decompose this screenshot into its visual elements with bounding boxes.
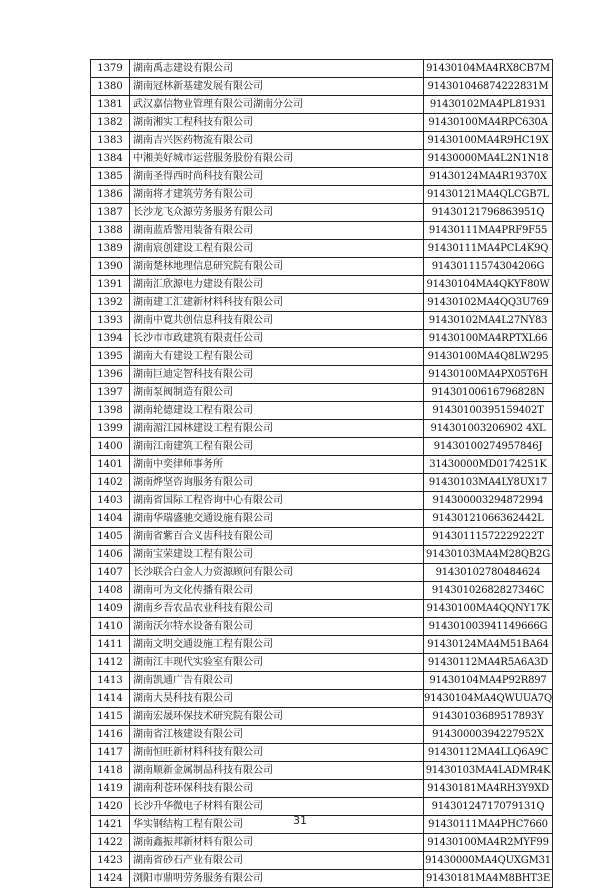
- company-name: 中湘美好城市运营服务股份有限公司: [130, 150, 424, 168]
- table-row: [91, 402, 553, 420]
- table-row: [91, 384, 553, 402]
- row-number: 1383: [91, 132, 130, 150]
- credit-code: 91430104MA4QKYF80W: [424, 276, 553, 294]
- company-name: 湖南巨迪定智科技有限公司: [130, 366, 424, 384]
- company-name: 湖南湘实工程科技有限公司: [130, 114, 424, 132]
- table-row: [91, 636, 553, 654]
- company-name: 湖南湄江园林建设工程有限公司: [130, 420, 424, 438]
- credit-code: 91430103MA4LADMR4K: [424, 762, 553, 780]
- company-name: 湖南省国际工程咨询中心有限公司: [130, 492, 424, 510]
- row-number: 1424: [91, 870, 130, 888]
- row-number: 1417: [91, 744, 130, 762]
- row-number: 1388: [91, 222, 130, 240]
- row-number: 1410: [91, 618, 130, 636]
- company-name: 湖南文明交通设施工程有限公司: [130, 636, 424, 654]
- table-row: [91, 870, 553, 888]
- row-number: 1400: [91, 438, 130, 456]
- company-name: 湖南蓝盾警用装备有限公司: [130, 222, 424, 240]
- table-row: [91, 456, 553, 474]
- row-number: 1387: [91, 204, 130, 222]
- table-row: [91, 258, 553, 276]
- table-body: [91, 60, 553, 888]
- company-name: 湖南禹志建设有限公司: [130, 60, 424, 78]
- company-name: 湖南吉兴医药物流有限公司: [130, 132, 424, 150]
- table-row: [91, 600, 553, 618]
- credit-code: 91430103MA4LY8UX17: [424, 474, 553, 492]
- company-name: 长沙龙飞众源劳务服务有限公司: [130, 204, 424, 222]
- table-row: [91, 312, 553, 330]
- credit-code: 91430112MA4LLQ6A9C: [424, 744, 553, 762]
- credit-code: 91430100MA4QQNY17K: [424, 600, 553, 618]
- table-row: [91, 96, 553, 114]
- company-name: 湖南宏晟环保技术研究院有限公司: [130, 708, 424, 726]
- row-number: 1413: [91, 672, 130, 690]
- table-row: [91, 618, 553, 636]
- credit-code: 91430100MA4R2MYF99: [424, 834, 553, 852]
- row-number: 1406: [91, 546, 130, 564]
- company-name: 湖南大昊科技有限公司: [130, 690, 424, 708]
- row-number: 1399: [91, 420, 130, 438]
- company-name: 湖南乡吾农品农业科技有限公司: [130, 600, 424, 618]
- company-name: 湖南利苍环保科技有限公司: [130, 780, 424, 798]
- row-number: 1414: [91, 690, 130, 708]
- row-number: 1393: [91, 312, 130, 330]
- table-row: [91, 780, 553, 798]
- table-row: [91, 330, 553, 348]
- table-row: [91, 582, 553, 600]
- table-row: [91, 348, 553, 366]
- row-number: 1391: [91, 276, 130, 294]
- table-row: [91, 150, 553, 168]
- table-row: [91, 798, 553, 816]
- table-row: [91, 132, 553, 150]
- table-row: [91, 762, 553, 780]
- table-row: [91, 546, 553, 564]
- company-registry-table: [90, 59, 553, 888]
- row-number: 1397: [91, 384, 130, 402]
- table-row: [91, 708, 553, 726]
- row-number: 1401: [91, 456, 130, 474]
- company-name: 湖南华瑞盛驰交通设施有限公司: [130, 510, 424, 528]
- credit-code: 91430000394227952X: [424, 726, 553, 744]
- company-name: 湖南建工汇建新材料科技有限公司: [130, 294, 424, 312]
- company-name: 湖南中奕律师事务所: [130, 456, 424, 474]
- company-name: 湖南轮德建设工程有限公司: [130, 402, 424, 420]
- credit-code: 91430102MA4QQ3U769: [424, 294, 553, 312]
- row-number: 1394: [91, 330, 130, 348]
- table-row: [91, 690, 553, 708]
- company-name: 武汉嘉信物业管理有限公司湖南分公司: [130, 96, 424, 114]
- table-row: [91, 564, 553, 582]
- row-number: 1381: [91, 96, 130, 114]
- table-row: [91, 186, 553, 204]
- credit-code: 91430100MA4Q8LW295: [424, 348, 553, 366]
- row-number: 1386: [91, 186, 130, 204]
- company-name: 湖南江南建筑工程有限公司: [130, 438, 424, 456]
- row-number: 1380: [91, 78, 130, 96]
- row-number: 1395: [91, 348, 130, 366]
- credit-code: 91430102MA4L27NY83: [424, 312, 553, 330]
- company-name: 湖南凯通广告有限公司: [130, 672, 424, 690]
- row-number: 1396: [91, 366, 130, 384]
- table-row: [91, 510, 553, 528]
- credit-code: 91430181MA4RH3Y9XD: [424, 780, 553, 798]
- credit-code: 31430000MD0174251K: [424, 456, 553, 474]
- company-name: 湖南省砂石产业有限公司: [130, 852, 424, 870]
- credit-code: 91430100395159402T: [424, 402, 553, 420]
- table-row: [91, 168, 553, 186]
- credit-code: 91430121796863951Q: [424, 204, 553, 222]
- credit-code: 91430181MA4M8BHT3E: [424, 870, 553, 888]
- row-number: 1412: [91, 654, 130, 672]
- credit-code: 914300003294872994: [424, 492, 553, 510]
- credit-code: 91430100MA4PX05T6H: [424, 366, 553, 384]
- table-row: [91, 654, 553, 672]
- row-number: 1408: [91, 582, 130, 600]
- row-number: 1418: [91, 762, 130, 780]
- table-row: [91, 276, 553, 294]
- company-name: 湖南汇欣源电力建设有限公司: [130, 276, 424, 294]
- company-name: 长沙联合白金人力资源顾问有限公司: [130, 564, 424, 582]
- row-number: 1390: [91, 258, 130, 276]
- credit-code: 91430103689517893Y: [424, 708, 553, 726]
- credit-code: 91430111574304206G: [424, 258, 553, 276]
- row-number: 1419: [91, 780, 130, 798]
- credit-code: 91430111572229222T: [424, 528, 553, 546]
- row-number: 1405: [91, 528, 130, 546]
- company-name: 华实钢结构工程有限公司: [130, 816, 424, 834]
- row-number: 1384: [91, 150, 130, 168]
- row-number: 1379: [91, 60, 130, 78]
- table-row: [91, 726, 553, 744]
- company-name: 湖南将才建筑劳务有限公司: [130, 186, 424, 204]
- credit-code: 91430124717079131Q: [424, 798, 553, 816]
- company-name: 湖南恒旺新材料科技有限公司: [130, 744, 424, 762]
- company-name: 湖南沃尔特水设备有限公司: [130, 618, 424, 636]
- table-row: [91, 222, 553, 240]
- company-name: 湖南宝荣建设工程有限公司: [130, 546, 424, 564]
- row-number: 1409: [91, 600, 130, 618]
- credit-code: 91430112MA4R5A6A3D: [424, 654, 553, 672]
- row-number: 1389: [91, 240, 130, 258]
- company-name: 湖南可为文化传播有限公司: [130, 582, 424, 600]
- company-name: 湖南顺新金属制品科技有限公司: [130, 762, 424, 780]
- credit-code: 91430104MA4P92R897: [424, 672, 553, 690]
- company-name: 湖南鑫振邦新材料有限公司: [130, 834, 424, 852]
- credit-code: 91430121066362442L: [424, 510, 553, 528]
- table-row: [91, 672, 553, 690]
- table-row: [91, 852, 553, 870]
- row-number: 1385: [91, 168, 130, 186]
- page-number: 31: [293, 814, 307, 827]
- credit-code: 91430100616796828N: [424, 384, 553, 402]
- table-row: [91, 474, 553, 492]
- company-name: 湖南宸创建设工程有限公司: [130, 240, 424, 258]
- row-number: 1398: [91, 402, 130, 420]
- credit-code: 91430102682827346C: [424, 582, 553, 600]
- credit-code: 91430121MA4QLCGB7L: [424, 186, 553, 204]
- company-name: 湖南冠林新基建发展有限公司: [130, 78, 424, 96]
- company-name: 湖南江丰现代实验室有限公司: [130, 654, 424, 672]
- row-number: 1392: [91, 294, 130, 312]
- credit-code: 914301003206902 4XL: [424, 420, 553, 438]
- credit-code: 91430104MA4RX8CB7M: [424, 60, 553, 78]
- credit-code: 91430000MA4QUXGM31: [424, 852, 553, 870]
- row-number: 1407: [91, 564, 130, 582]
- company-name: 湖南烨坚咨询服务有限公司: [130, 474, 424, 492]
- table-row: [91, 366, 553, 384]
- row-number: 1422: [91, 834, 130, 852]
- table-row: [91, 438, 553, 456]
- company-name: 湖南圣得西时尚科技有限公司: [130, 168, 424, 186]
- credit-code: 91430100MA4RPTXL66: [424, 330, 553, 348]
- credit-code: 91430111MA4PRF9F55: [424, 222, 553, 240]
- table-row: [91, 78, 553, 96]
- row-number: 1411: [91, 636, 130, 654]
- credit-code: 91430102MA4PL81931: [424, 96, 553, 114]
- row-number: 1420: [91, 798, 130, 816]
- row-number: 1415: [91, 708, 130, 726]
- company-name: 浏阳市鼎明劳务服务有限公司: [130, 870, 424, 888]
- row-number: 1402: [91, 474, 130, 492]
- company-name: 长沙升华微电子材料有限公司: [130, 798, 424, 816]
- credit-code: 91430124MA4R19370X: [424, 168, 553, 186]
- table-row: [91, 114, 553, 132]
- row-number: 1421: [91, 816, 130, 834]
- credit-code: 91430111MA4PHC7660: [424, 816, 553, 834]
- table-row: [91, 294, 553, 312]
- credit-code: 91430100MA4R9HC19X: [424, 132, 553, 150]
- credit-code: 914301003941149666G: [424, 618, 553, 636]
- credit-code: 91430103MA4M28QB2G: [424, 546, 553, 564]
- credit-code: 91430104MA4QWUUA7Q: [424, 690, 553, 708]
- company-name: 湖南中寛共创信息科技有限公司: [130, 312, 424, 330]
- credit-code: 91430100MA4RPC630A: [424, 114, 553, 132]
- company-name: 湖南泵阀制造有限公司: [130, 384, 424, 402]
- table-row: [91, 744, 553, 762]
- company-name: 湖南大有建设工程有限公司: [130, 348, 424, 366]
- table-row: [91, 240, 553, 258]
- company-name: 长沙市市政建筑有限责任公司: [130, 330, 424, 348]
- table-row: [91, 204, 553, 222]
- row-number: 1416: [91, 726, 130, 744]
- company-name: 湖南省紫百合义齿科技有限公司: [130, 528, 424, 546]
- credit-code: 91430100274957846J: [424, 438, 553, 456]
- row-number: 1403: [91, 492, 130, 510]
- credit-code: 91430102780484624: [424, 564, 553, 582]
- credit-code: 91430124MA4M51BA64: [424, 636, 553, 654]
- table-row: [91, 492, 553, 510]
- table-row: [91, 60, 553, 78]
- table-row: [91, 528, 553, 546]
- credit-code: 914301046874222831M: [424, 78, 553, 96]
- company-name: 湖南省江核建设有限公司: [130, 726, 424, 744]
- credit-code: 91430111MA4PCL4K9Q: [424, 240, 553, 258]
- company-name: 湖南楚林地理信息研究院有限公司: [130, 258, 424, 276]
- row-number: 1382: [91, 114, 130, 132]
- table-row: [91, 420, 553, 438]
- row-number: 1404: [91, 510, 130, 528]
- table-row: [91, 834, 553, 852]
- credit-code: 91430000MA4L2N1N18: [424, 150, 553, 168]
- row-number: 1423: [91, 852, 130, 870]
